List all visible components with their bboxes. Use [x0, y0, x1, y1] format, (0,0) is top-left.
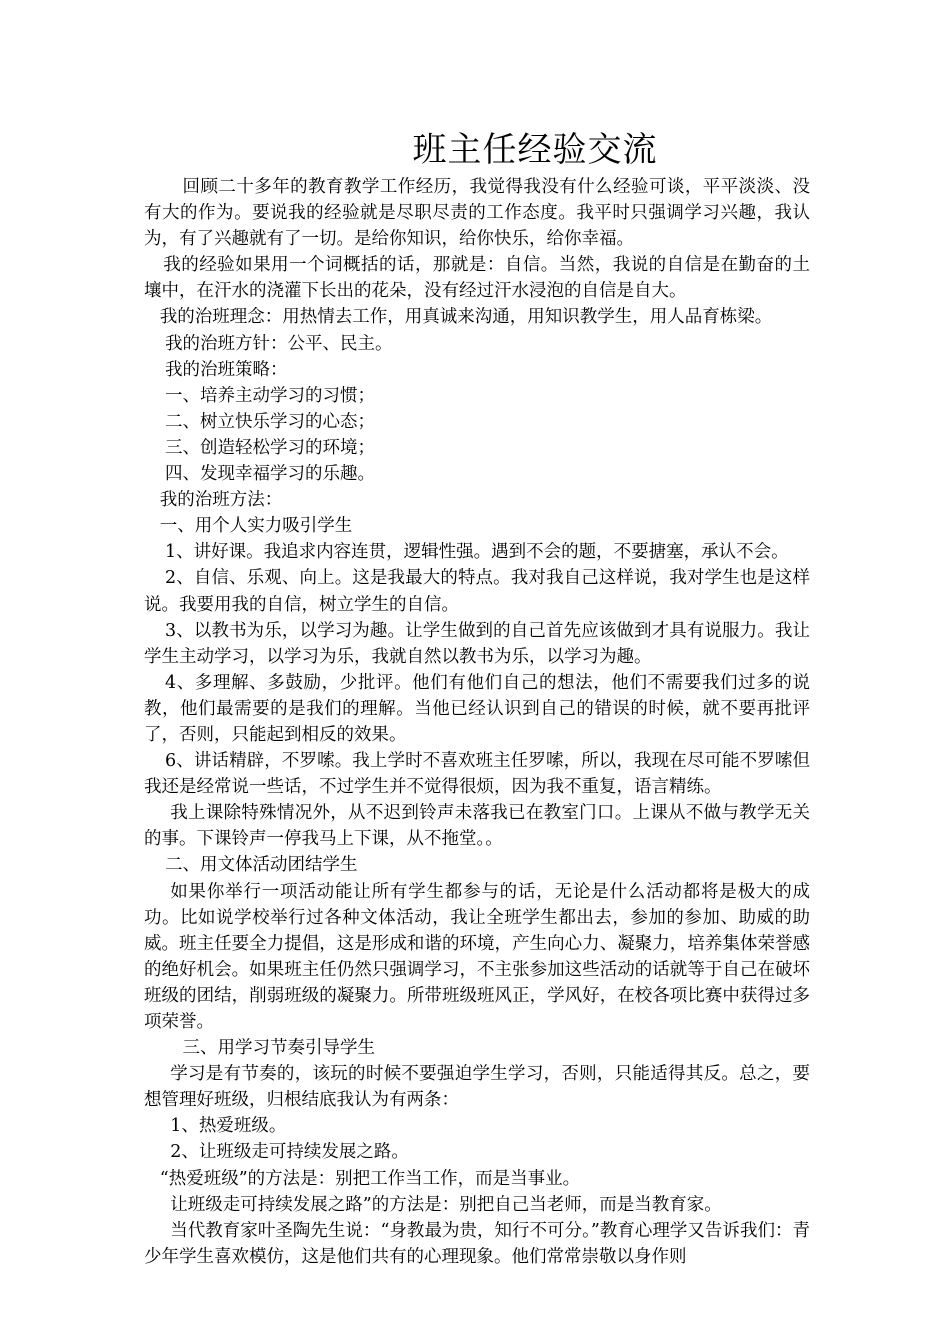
paragraph: 二、用文体活动团结学生 [165, 855, 358, 876]
document-title: 班主任经验交流 [412, 130, 658, 170]
paragraph: 2、让班级走可持续发展之路。 [170, 1142, 409, 1163]
paragraph: 1、热爱班级。 [170, 1116, 287, 1137]
paragraph: 4、多理解、多鼓励，少批评。他们有他们自己的想法，他们不需要我们过多的说教，他们最需要的是我们的理解。当他已经认识到自己的错误的时候，就不要再批评了，否则，只能起到相反的效果。 [144, 672, 810, 745]
paragraph: 6、讲话精辟，不罗嗦。我上学时不喜欢班主任罗嗦，所以，我现在尽可能不罗嗦但我还是经常说一些话，不过学生并不觉得很烦，因为我不重复，语言精练。 [144, 751, 810, 798]
paragraph: 让班级走可持续发展之路”的方法是：别把自己当老师，而是当教育家。 [170, 1194, 722, 1215]
paragraph: “热爱班级”的方法是：别把工作当工作，而是当事业。 [159, 1168, 581, 1189]
paragraph: 二、树立快乐学习的心态； [165, 411, 375, 432]
document-body [144, 174, 810, 1270]
paragraph: 一、培养主动学习的习惯； [165, 385, 375, 406]
paragraph: 一、用个人实力吸引学生 [159, 516, 353, 537]
paragraph: 2、自信、乐观、向上。这是我最大的特点。我对我自己这样说，我对学生也是这样说。我要用我的自信，树立学生的自信。 [144, 568, 810, 615]
paragraph: 回顾二十多年的教育教学工作经历，我觉得我没有什么经验可谈，平平淡淡、没有大的作为。要说我的经验就是尽职尽责的工作态度。我平时只强调学习兴趣，我认为，有了兴趣就有了一切。是给你知识，给你快乐，给你幸福。 [144, 177, 810, 250]
paragraph: 如果你举行一项活动能让所有学生都参与的话，无论是什么活动都将是极大的成功。比如说学校举行过各种文体活动，我让全班学生都出去，参加的参加、助威的助威。班主任要全力提倡，这是形成和谐的环境，产生向心力、凝聚力，培养集体荣誉感的绝好机会。如果班主任仍然只强调学习，不主张参加这些活动的话就等于自己在破坏班级的团结，削弱班级的凝聚力。所带班级班风正，学风好，在校各项比赛中获得过多项荣誉。 [144, 881, 810, 1032]
paragraph: 我上课除特殊情况外，从不迟到铃声未落我已在教室门口。上课从不做与教学无关的事。下课铃声一停我马上下课，从不拖堂。。 [144, 803, 810, 850]
paragraph: 当代教育家叶圣陶先生说：“身教最为贵，知行不可分。”教育心理学又告诉我们：青少年学生喜欢模仿，这是他们共有的心理现象。他们常常崇敬以身作则 [144, 1220, 810, 1267]
paragraph: 我的治班理念：用热情去工作，用真诚来沟通，用知识教学生，用人品育栋梁。 [159, 307, 773, 328]
paragraph: 我的治班策略： [165, 359, 288, 380]
paragraph: 学习是有节奏的，该玩的时候不要强迫学生学习，否则，只能适得其反。总之，要想管理好班级，归根结底我认为有两条： [144, 1064, 810, 1111]
paragraph: 四、发现幸福学习的乐趣。 [165, 464, 375, 485]
paragraph: 3、以教书为乐，以学习为趣。让学生做到的自己首先应该做到才具有说服力。我让学生主动学习，以学习为乐，我就自然以教书为乐，以学习为趣。 [144, 620, 810, 667]
paragraph: 我的治班方针：公平、民主。 [165, 333, 393, 354]
paragraph: 1、讲好课。我追求内容连贯，逻辑性强。遇到不会的题，不要搪塞，承认不会。 [165, 542, 789, 563]
paragraph: 三、用学习节奏引导学生 [182, 1038, 375, 1059]
paragraph: 我的经验如果用一个词概括的话，那就是：自信。当然，我说的自信是在勤奋的土壤中，在汗水的浇灌下长出的花朵，没有经过汗水浸泡的自信是自大。 [144, 255, 810, 302]
paragraph: 我的治班方法： [159, 490, 283, 511]
paragraph: 三、创造轻松学习的环境； [165, 437, 375, 458]
